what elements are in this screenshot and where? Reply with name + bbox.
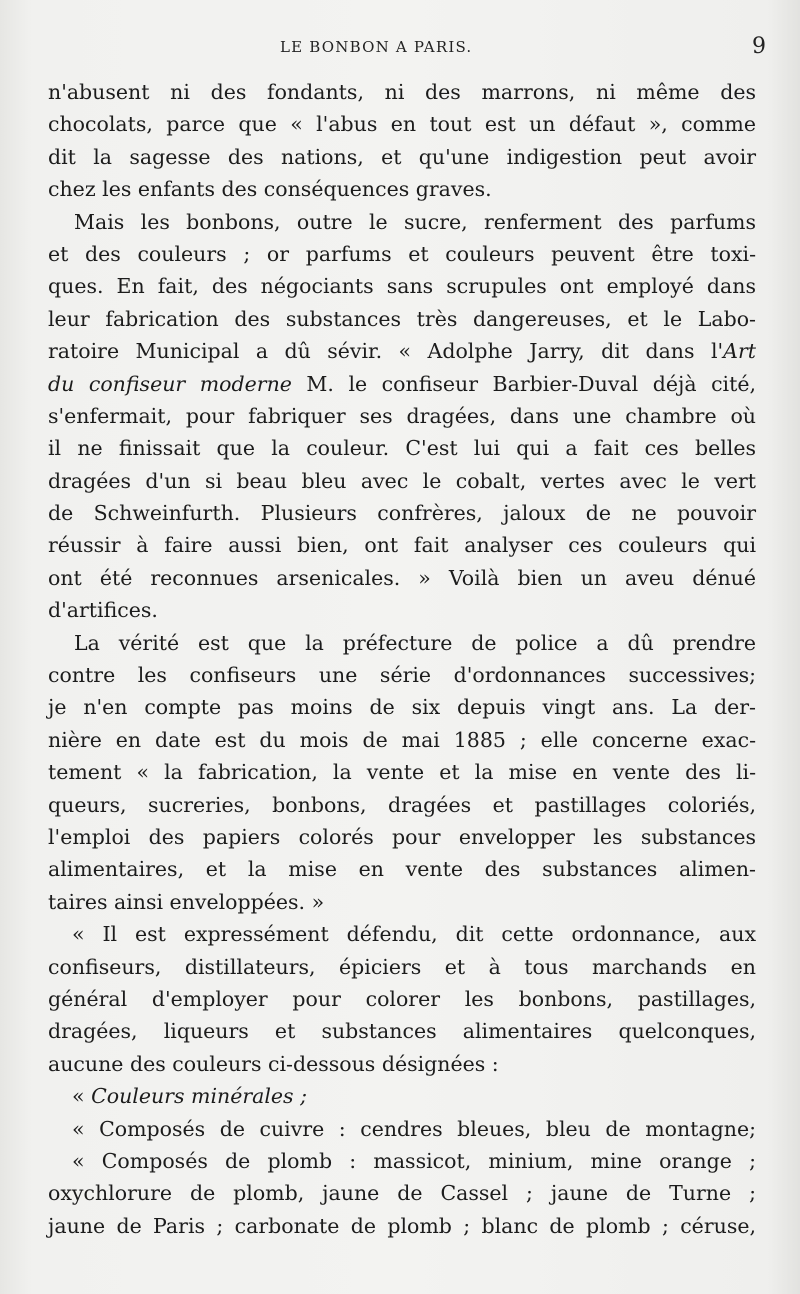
text-line: « Composés de plomb : massicot, minium, mine orange ; <box>72 1148 756 1173</box>
text-line: je n'en compte pas moins de six depuis vingt ans. La der- <box>48 695 756 720</box>
text-line: « Il est expressément défendu, dit cette ordonnance, aux <box>72 922 756 947</box>
text-line: général d'employer pour colorer les bonbons, pastillages, <box>48 986 756 1011</box>
text-line: dragées, liqueurs et substances alimentaires quelconques, <box>48 1019 756 1044</box>
text-line: n'abusent ni des fondants, ni des marrons, ni même des <box>48 80 756 104</box>
text-line: s'enfermait, pour fabriquer ses dragées, dans une chambre où <box>48 403 756 428</box>
text-line: taires ainsi enveloppées. » <box>48 889 325 914</box>
text-line: « Composés de cuivre : cendres bleues, bleu de montagne; <box>72 1116 756 1141</box>
text-line: ques. En fait, des négociants sans scrupules ont employé dans <box>48 274 756 299</box>
text-line: jaune de Paris ; carbonate de plomb ; blanc de plomb ; céruse, <box>48 1213 756 1238</box>
text-line: Mais les bonbons, outre le sucre, renferment des parfums <box>74 209 756 234</box>
page-number: 9 <box>752 34 766 59</box>
text-line: oxychlorure de plomb, jaune de Cassel ; jaune de Turne ; <box>48 1181 756 1206</box>
text-line: et des couleurs ; or parfums et couleurs peuvent être toxi- <box>48 241 756 266</box>
text-line: de Schweinfurth. Plusieurs confrères, jaloux de ne pouvoir <box>48 501 756 526</box>
running-title: LE BONBON A PARIS. <box>280 38 473 56</box>
text-line: ratoire Municipal a dû sévir. « Adolphe Jarry, dit dans l'Art <box>48 339 756 364</box>
page-header <box>48 34 768 60</box>
text-line: dragées d'un si beau bleu avec le cobalt, vertes avec le vert <box>48 468 756 493</box>
text-line: ont été reconnues arsenicales. » Voilà bien un aveu dénué <box>48 565 756 590</box>
body-text <box>48 76 756 1242</box>
text-line: chocolats, parce que « l'abus en tout est un défaut », comme <box>48 112 756 137</box>
text-line: du confiseur moderne M. le confiseur Barbier-Duval déjà cité, <box>48 371 756 396</box>
text-line: dit la sagesse des nations, et qu'une indigestion peut avoir <box>48 144 756 169</box>
text-line: leur fabrication des substances très dangereuses, et le Labo- <box>48 306 756 331</box>
text-line: nière en date est du mois de mai 1885 ; elle concerne exac- <box>48 727 756 752</box>
text-line: aucune des couleurs ci-dessous désignées : <box>48 1051 499 1076</box>
text-line: l'emploi des papiers colorés pour envelopper les substances <box>48 824 756 849</box>
text-line: La vérité est que la préfecture de police a dû prendre <box>74 630 756 655</box>
text-line: d'artifices. <box>48 598 158 623</box>
text-line: il ne finissait que la couleur. C'est lui qui a fait ces belles <box>48 436 756 461</box>
text-line: chez les enfants des conséquences graves. <box>48 177 492 202</box>
text-line: tement « la fabrication, la vente et la mise en vente des li- <box>48 760 756 785</box>
text-line: réussir à faire aussi bien, ont fait analyser ces couleurs qui <box>48 533 756 558</box>
text-line: alimentaires, et la mise en vente des substances alimen- <box>48 857 756 882</box>
text-line: confiseurs, distillateurs, épiciers et à tous marchands en <box>48 954 756 979</box>
text-line: queurs, sucreries, bonbons, dragées et pastillages coloriés, <box>48 792 756 817</box>
text-line: contre les confiseurs une série d'ordonnances successives; <box>48 663 756 688</box>
text-line: « Couleurs minérales ; <box>72 1084 308 1109</box>
